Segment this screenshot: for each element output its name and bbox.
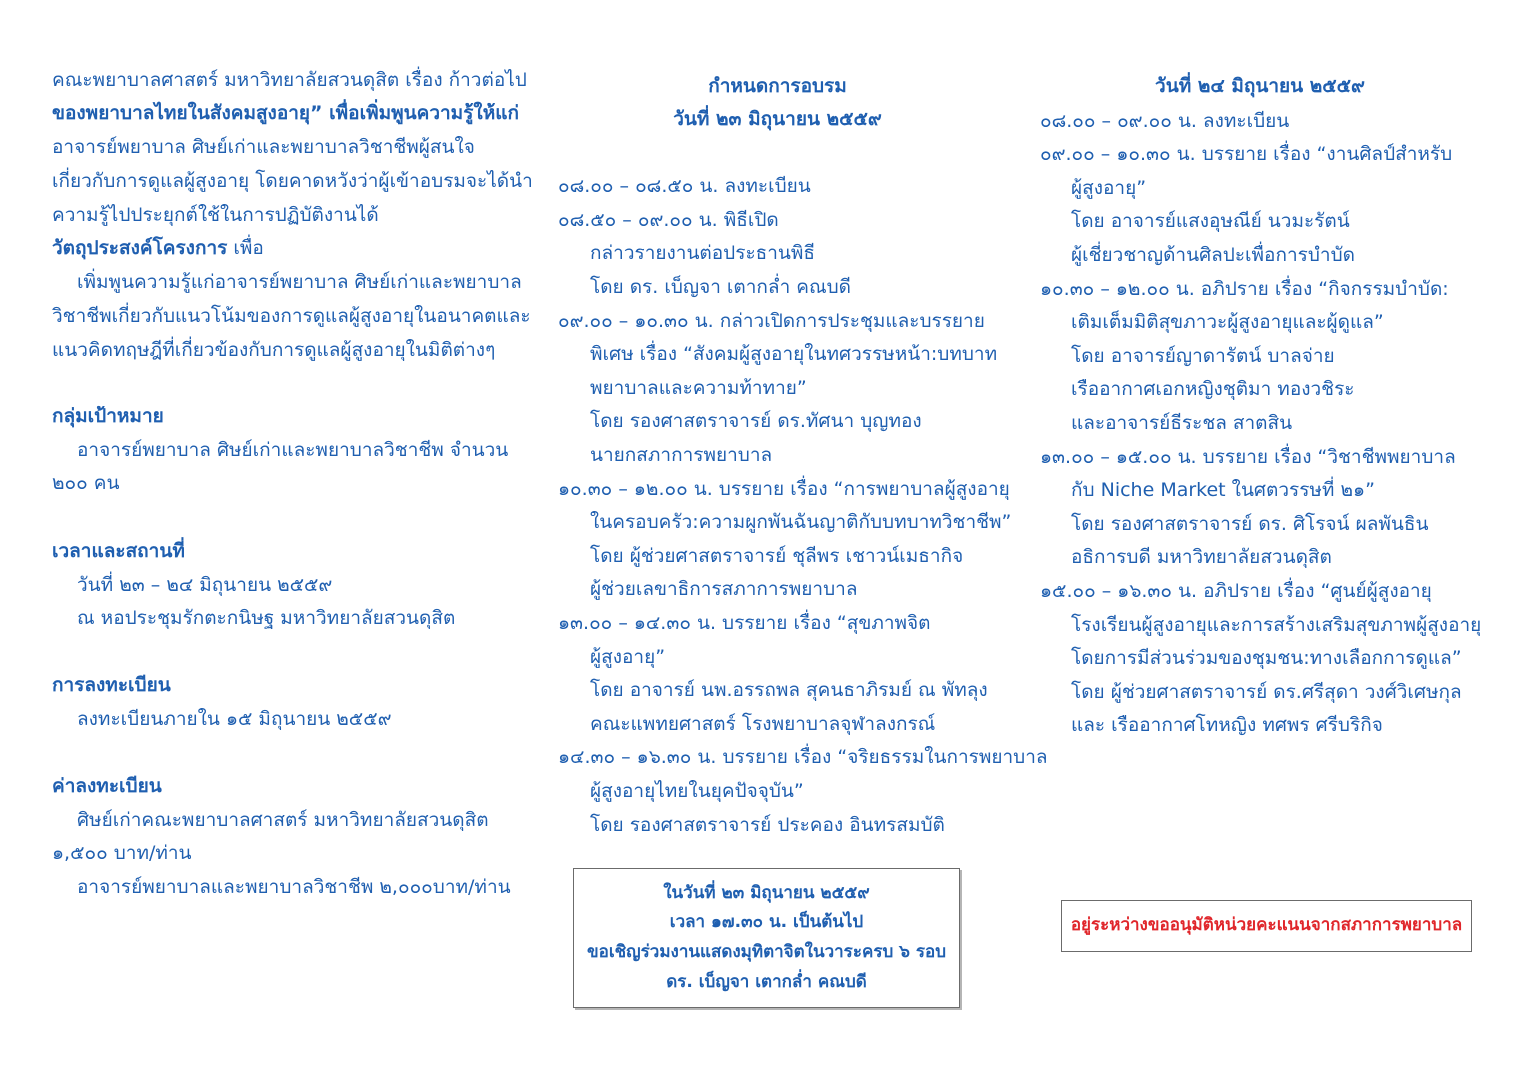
intro-line: ความรู้ไปประยุกต์ใช้ในการปฏิบัติงานได้ xyxy=(52,204,379,226)
objective-line: เพิ่มพูนความรู้แก่อาจารย์พยาบาล ศิษย์เก่าและพยาบาล xyxy=(77,271,522,293)
accreditation-notice-box xyxy=(1061,900,1472,952)
reg-line: ลงทะเบียนภายใน ๑๕ มิถุนายน ๒๕๕๙ xyxy=(77,708,392,730)
schedule-detail: เรืออากาศเอกหญิงชุติมา ทองวชิระ xyxy=(1071,378,1355,400)
schedule-item: ๑๐.๓๐ – ๑๒.๐๐ น. บรรยาย เรื่อง “การพยาบาลผู้สูงอายุ xyxy=(558,478,1010,500)
intro-line: คณะพยาบาลศาสตร์ มหาวิทยาลัยสวนดุสิต เรื่อง ก้าวต่อไป xyxy=(52,69,527,91)
fee-line: อาจารย์พยาบาลและพยาบาลวิชาชีพ ๒,๐๐๐บาท/ท่าน xyxy=(77,876,511,898)
schedule-detail: ผู้เชี่ยวชาญด้านศิลปะเพื่อการบำบัด xyxy=(1071,244,1355,266)
target-line: ๒๐๐ คน xyxy=(52,472,120,494)
schedule-detail: ผู้สูงอายุไทยในยุคปัจจุบัน” xyxy=(590,780,804,802)
schedule-item: ๑๕.๐๐ – ๑๖.๓๐ น. อภิปราย เรื่อง “ศูนย์ผู้สูงอายุ xyxy=(1040,580,1432,602)
target-line: อาจารย์พยาบาล ศิษย์เก่าและพยาบาลวิชาชีพ จำนวน xyxy=(77,439,509,461)
schedule-detail: กล่าวรายงานต่อประธานพิธี xyxy=(590,242,816,264)
fee-line: ศิษย์เก่าคณะพยาบาลศาสตร์ มหาวิทยาลัยสวนดุสิต xyxy=(77,809,489,831)
schedule-detail: อธิการบดี มหาวิทยาลัยสวนดุสิต xyxy=(1071,546,1332,568)
schedule-day1-title: วันที่ ๒๓ มิถุนายน ๒๕๕๙ xyxy=(673,108,882,130)
target-heading: กลุ่มเป้าหมาย xyxy=(52,405,164,427)
objective-heading: วัตถุประสงค์โครงการ xyxy=(52,237,228,259)
schedule-item: ๐๙.๐๐ – ๑๐.๓๐ น. กล่าวเปิดการประชุมและบรรยาย xyxy=(558,310,985,332)
celebration-line: ดร. เบ็ญจา เตากล่ำ คณบดี xyxy=(666,972,867,992)
schedule-detail: โดย อาจารย์ญาดารัตน์ บาลจ่าย xyxy=(1071,345,1335,367)
celebration-box xyxy=(573,868,960,1008)
schedule-detail: โดย อาจารย์ นพ.อรรถพล สุคนธาภิรมย์ ณ พัทลุง xyxy=(590,679,988,701)
schedule-detail: ผู้สูงอายุ” xyxy=(1071,177,1147,199)
schedule-item: ๑๓.๐๐ – ๑๔.๓๐ น. บรรยาย เรื่อง “สุขภาพจิต xyxy=(558,612,931,634)
objective-suffix: เพื่อ xyxy=(227,237,264,259)
schedule-detail: เติมเต็มมิติสุขภาวะผู้สูงอายุและผู้ดูแล” xyxy=(1071,311,1384,333)
celebration-line: เวลา ๑๗.๓๐ น. เป็นต้นไป xyxy=(669,912,864,932)
objective-line: วิชาชีพเกี่ยวกับแนวโน้มของการดูแลผู้สูงอายุในอนาคตและ xyxy=(52,305,531,327)
fee-line: ๑,๕๐๐ บาท/ท่าน xyxy=(52,842,192,864)
schedule-item: ๑๔.๓๐ – ๑๖.๓๐ น. บรรยาย เรื่อง “จริยธรรมในการพยาบาล xyxy=(558,746,1048,768)
time-heading: เวลาและสถานที่ xyxy=(52,540,185,562)
schedule-detail: โดย อาจารย์แสงอุษณีย์ นวมะรัตน์ xyxy=(1071,210,1350,232)
schedule-item: ๐๘.๐๐ – ๐๘.๕๐ น. ลงทะเบียน xyxy=(558,175,811,197)
schedule-detail: ในครอบครัว:ความผูกพันฉันญาติกับบทบาทวิชาชีพ” xyxy=(590,511,1012,533)
schedule-detail: พยาบาลและความท้าทาย” xyxy=(590,377,807,399)
time-line: วันที่ ๒๓ – ๒๔ มิถุนายน ๒๕๕๙ xyxy=(77,574,333,596)
schedule-detail: โดย รองศาสตราจารย์ ประคอง อินทรสมบัติ xyxy=(590,814,945,836)
schedule-detail: โดย รองศาสตราจารย์ ดร. ศิโรจน์ ผลพันธิน xyxy=(1071,513,1429,535)
schedule-detail: โดย ดร. เบ็ญจา เตากล่ำ คณบดี xyxy=(590,276,852,298)
celebration-line: ในวันที่ ๒๓ มิถุนายน ๒๕๕๙ xyxy=(663,883,870,903)
schedule-detail: โดย ผู้ช่วยศาสตราจารย์ ดร.ศรีสุดา วงศ์วิเศษกุล xyxy=(1071,681,1462,703)
schedule-detail: โดย ผู้ช่วยศาสตราจารย์ ชุลีพร เชาวน์เมธากิจ xyxy=(590,545,964,567)
celebration-line: ขอเชิญร่วมงานแสดงมุทิตาจิตในวาระครบ ๖ รอบ xyxy=(586,942,947,962)
schedule-detail: ผู้ช่วยเลขาธิการสภาการพยาบาล xyxy=(590,578,858,600)
schedule-item: ๐๘.๕๐ – ๐๙.๐๐ น. พิธีเปิด xyxy=(558,209,779,231)
schedule-detail: และอาจารย์ธีระชล สาตสิน xyxy=(1071,412,1293,434)
objective-line: แนวคิดทฤษฎีที่เกี่ยวข้องกับการดูแลผู้สูงอายุในมิติต่างๆ xyxy=(52,339,496,361)
schedule-detail: นายกสภาการพยาบาล xyxy=(590,444,773,466)
accreditation-notice: อยู่ระหว่างขออนุมัติหน่วยคะแนนจากสภาการพยาบาล xyxy=(1070,915,1463,935)
fee-heading: ค่าลงทะเบียน xyxy=(52,775,162,797)
schedule-detail: กับ Niche Market ในศตวรรษที่ ๒๑” xyxy=(1071,479,1375,501)
schedule-day2-title: วันที่ ๒๔ มิถุนายน ๒๕๕๙ xyxy=(1155,75,1365,97)
schedule-detail: โดยการมีส่วนร่วมของชุมชน:ทางเลือกการดูแล” xyxy=(1071,647,1462,669)
schedule-detail: พิเศษ เรื่อง “สังคมผู้สูงอายุในทศวรรษหน้า:บทบาท xyxy=(590,343,998,365)
schedule-detail: ผู้สูงอายุ” xyxy=(590,646,666,668)
reg-heading: การลงทะเบียน xyxy=(52,674,171,696)
intro-line: ของพยาบาลไทยในสังคมสูงอายุ” เพื่อเพิ่มพูนความรู้ให้แก่ xyxy=(52,102,519,124)
schedule-item: ๑๓.๐๐ – ๑๕.๐๐ น. บรรยาย เรื่อง “วิชาชีพพยาบาล xyxy=(1040,446,1456,468)
schedule-item: ๐๘.๐๐ – ๐๙.๐๐ น. ลงทะเบียน xyxy=(1040,110,1290,132)
intro-line: เกี่ยวกับการดูแลผู้สูงอายุ โดยคาดหวังว่าผู้เข้าอบรมจะได้นำ xyxy=(52,170,533,192)
schedule-detail: โรงเรียนผู้สูงอายุและการสร้างเสริมสุขภาพผู้สูงอายุ xyxy=(1071,614,1482,636)
schedule-item: ๐๙.๐๐ – ๑๐.๓๐ น. บรรยาย เรื่อง “งานศิลป์สำหรับ xyxy=(1040,143,1453,165)
schedule-detail: โดย รองศาสตราจารย์ ดร.ทัศนา บุญทอง xyxy=(590,410,922,432)
schedule-title: กำหนดการอบรม xyxy=(708,75,847,97)
time-line: ณ หอประชุมรักตะกนิษฐ มหาวิทยาลัยสวนดุสิต xyxy=(77,607,456,629)
intro-line: อาจารย์พยาบาล ศิษย์เก่าและพยาบาลวิชาชีพผู้สนใจ xyxy=(52,136,475,158)
schedule-item: ๑๐.๓๐ – ๑๒.๐๐ น. อภิปราย เรื่อง “กิจกรรมบำบัด: xyxy=(1040,278,1449,300)
schedule-detail: คณะแพทยศาสตร์ โรงพยาบาลจุฬาลงกรณ์ xyxy=(590,713,936,735)
schedule-detail: และ เรืออากาศโทหญิง ทศพร ศรีบริกิจ xyxy=(1071,714,1383,736)
objective-heading-row xyxy=(52,236,264,260)
